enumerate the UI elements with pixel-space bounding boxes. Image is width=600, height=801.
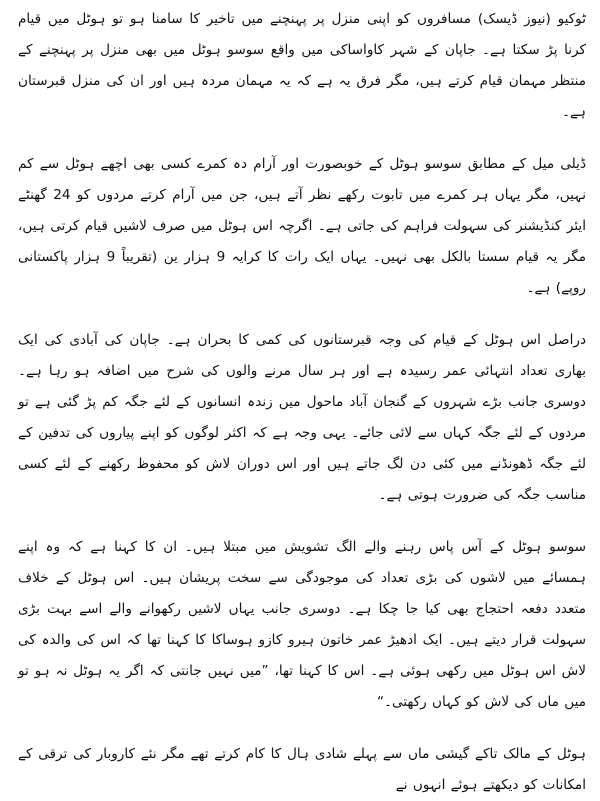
article-paragraph-2: ڈیلی میل کے مطابق سوسو ہوٹل کے خوبصورت اور آرام دہ کمرے کسی بھی اچھے ہوٹل سے کم نہیں، مگر یہاں ہر کمرے میں تابوت رکھے نظر آتے ہیں، جن میں آرام کرتے مردوں کو 24 گھنٹے ایئر کنڈیشنر کی سہولت فراہم کی جاتی ہے۔ اگرچہ اس ہوٹل میں صرف لاشیں قیام کرتی ہیں، مگر یہ قیام سستا بالکل بھی نہیں۔ یہاں ایک رات کا کرایہ 9 ہزار ین (تقریباً 9 ہزار پاکستانی روپے) ہے۔ [18, 156, 587, 296]
article-paragraph-1: ٹوکیو (نیوز ڈیسک) مسافروں کو اپنی منزل پر پہنچنے میں تاخیر کا سامنا ہو تو ہوٹل میں قیام کرنا پڑ سکتا ہے۔ جاپان کے شہر کاواساکی میں واقع سوسو ہوٹل میں بھی منزل پر پہنچنے کے منتظر مہمان قیام کرتے ہیں، مگر فرق یہ ہے کہ یہ مہمان مردہ ہیں اور ان کی منزل قبرستان ہے۔ [18, 11, 586, 120]
article-paragraph-5: ہوٹل کے مالک تاکے گیشی ماں سے پہلے شادی ہال کا کام کرتے تھے مگر نئے کاروبار کی ترقی کے امکانات کو دیکھتے ہوئے انہوں نے [18, 746, 586, 793]
article-paragraph-4: سوسو ہوٹل کے آس پاس رہنے والے الگ تشویش میں مبتلا ہیں۔ ان کا کہنا ہے کہ وہ اپنے ہمسائے میں لاشوں کی بڑی تعداد کی موجودگی سے سخت پریشان ہیں۔ اس ہوٹل کے خلاف متعدد دفعہ احتجاج بھی کیا جا چکا ہے۔ دوسری جانب یہاں لاشیں رکھوانے والے اسے بہت بڑی سہولت قرار دیتے ہیں۔ ایک ادھیڑ عمر خاتون ہیرو کازو ہوساکا کا کہنا تھا کہ اس کی والدہ کی لاش اس ہوٹل میں رکھی ہوئی ہے۔ اس کا کہنا تھا، ”میں نہیں جانتی کہ اگر یہ ہوٹل نہ ہو تو میں ماں کی لاش کو کہاں رکھتی۔“ [18, 539, 586, 710]
article-paragraph-3: دراصل اس ہوٹل کے قیام کی وجہ قبرستانوں کی کمی کا بحران ہے۔ جاپان کی آبادی کی ایک بھاری تعداد انتہائی عمر رسیدہ ہے اور ہر سال مرنے والوں کی شرح میں اضافہ ہو رہا ہے۔ دوسری جانب بڑے شہروں کے گنجان آباد ماحول میں زندہ انسانوں کے لئے جگہ کم پڑ گئی ہے تو مردوں کے لئے جگہ کہاں سے لائی جائے۔ یہی وجہ ہے کہ اکثر لوگوں کو اپنے پیاروں کی تدفین کے لئے جگہ ڈھونڈنے میں کئی دن لگ جاتے ہیں اور اس دوران لاش کو محفوظ رکھنے کے لئے کسی مناسب جگہ کی ضرورت ہوتی ہے۔ [18, 332, 586, 503]
